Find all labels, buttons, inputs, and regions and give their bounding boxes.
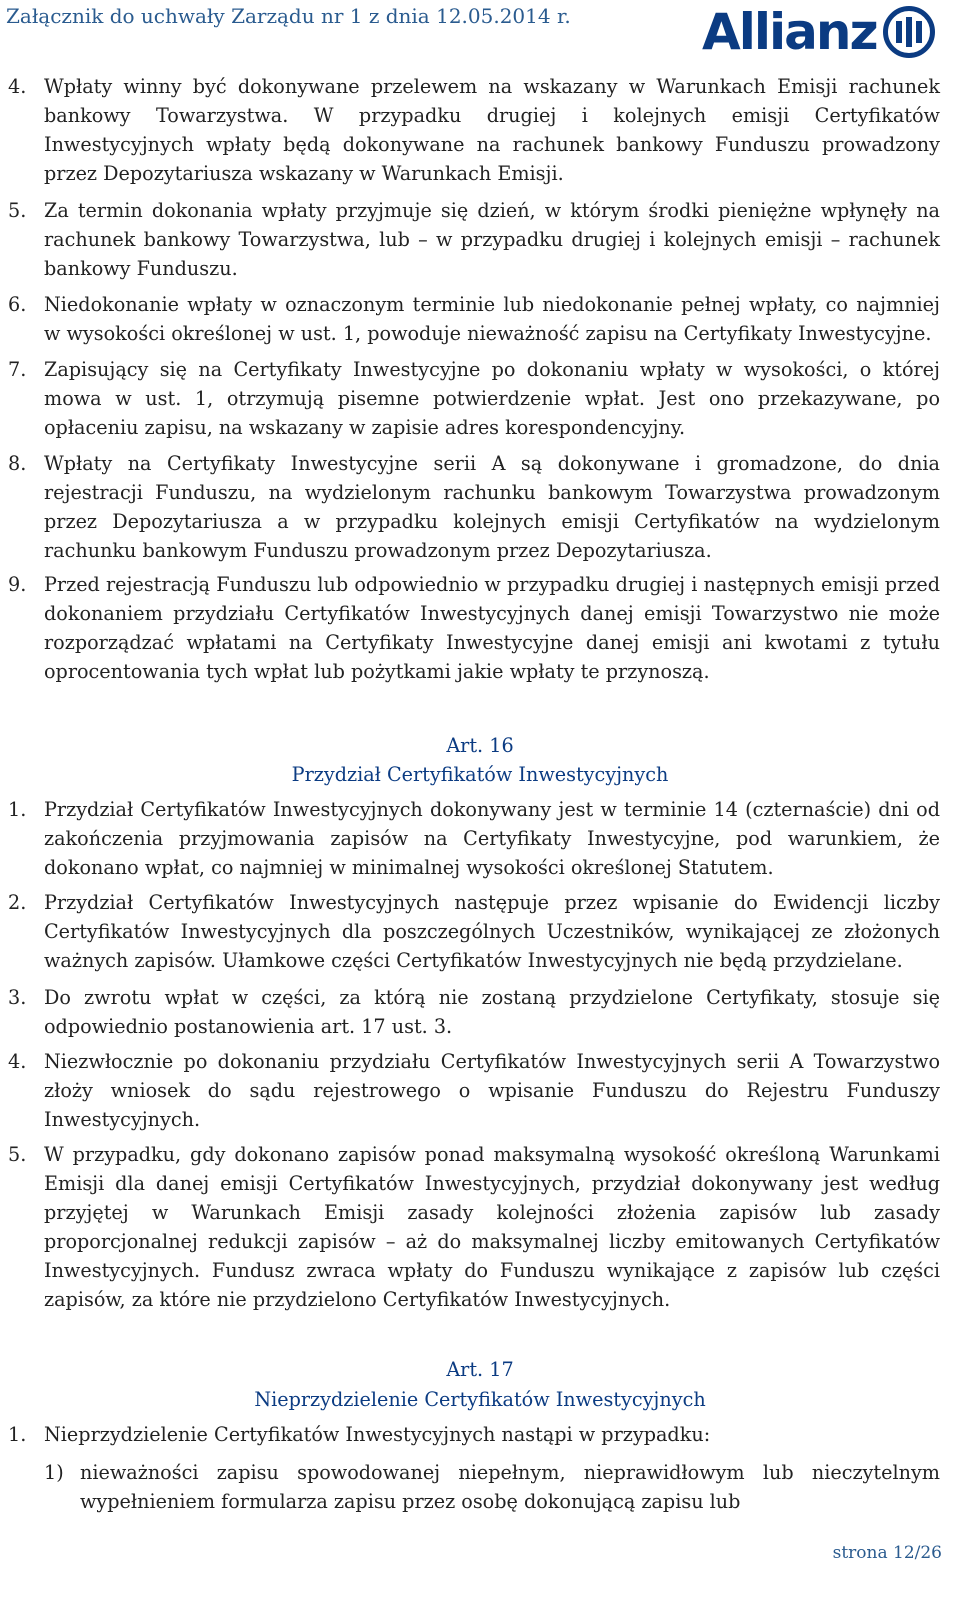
logo-text: Allianz [702,3,877,61]
paragraph-text: Zapisujący się na Certyfikaty Inwestycyjne po dokonaniu wpłaty w wysokości, o której mowa w ust. 1, otrzymują pisemne potwierdzenie wpłat. Jest ono przekazywane, po opłaceniu zapisu, na wskazany w zapisie adres korespondencyjny. [44,358,940,439]
attachment-title: Załącznik do uchwały Zarządu nr 1 z dnia 12.05.2014 r. [6,4,571,28]
allianz-logo [702,2,935,62]
paragraph-number: 4. [8,75,27,98]
paragraph-number: 8. [8,452,27,475]
paragraph-number: 3. [8,986,27,1009]
allianz-eagle-icon [883,6,935,58]
subpoint-number: 1) [44,1461,64,1484]
paragraph-number: 4. [8,1050,27,1073]
paragraph-number: 6. [8,293,27,316]
paragraph-number: 2. [8,891,27,914]
article-title: Nieprzydzielenie Certyfikatów Inwestycyjnych [254,1388,706,1411]
paragraph-text: W przypadku, gdy dokonano zapisów ponad maksymalną wysokość określoną Warunkami Emisji dla danej emisji Certyfikatów Inwestycyjnych, przydział dokonywany jest według przyjętej w Warunkach Emisji zasady kolejności złożenia zapisów lub zasady proporcjonalnej redukcji zapisów – aż do maksymalnej liczby emitowanych Certyfikatów Inwestycyjnych. Fundusz zwraca wpłaty do Funduszu wynikające z zapisów lub części zapisów, za które nie przydzielono Certyfikatów Inwestycyjnych. [44,1143,940,1311]
page-number: strona 12/26 [832,1543,942,1563]
article-title: Przydział Certyfikatów Inwestycyjnych [291,763,669,786]
subpoint-text: nieważności zapisu spowodowanej niepełnym, nieprawidłowym lub nieczytelnym wypełnieniem formularza zapisu przez osobę dokonującą zapisu lub [80,1461,940,1513]
paragraph-text: Przed rejestracją Funduszu lub odpowiednio w przypadku drugiej i następnych emisji przed dokonaniem przydziału Certyfikatów Inwestycyjnych danej emisji Towarzystwo nie może rozporządzać wpłatami na Certyfikaty Inwestycyjne danej emisji ani kwotami z tytułu oprocentowania tych wpłat lub pożytkami jakie wpłaty te przynoszą. [44,573,940,683]
paragraph-number: 5. [8,1143,27,1166]
paragraph-number: 1. [8,1423,27,1446]
paragraph-number: 7. [8,358,27,381]
paragraph-text: Za termin dokonania wpłaty przyjmuje się dzień, w którym środki pieniężne wpłynęły na rachunek bankowy Towarzystwa, lub – w przypadku drugiej i kolejnych emisji – rachunek bankowy Funduszu. [44,199,940,280]
paragraph-text: Przydział Certyfikatów Inwestycyjnych dokonywany jest w terminie 14 (czternaście) dni od zakończenia przyjmowania zapisów na Certyfikaty Inwestycyjne, pod warunkiem, że dokonano wpłat, co najmniej w minimalnej wysokości określonej Statutem. [44,798,940,879]
paragraph-text: Nieprzydzielenie Certyfikatów Inwestycyjnych nastąpi w przypadku: [44,1423,711,1446]
paragraph-number: 5. [8,199,27,222]
article-label: Art. 17 [446,1358,514,1381]
article-label: Art. 16 [446,734,514,757]
paragraph-text: Wpłaty na Certyfikaty Inwestycyjne serii A są dokonywane i gromadzone, do dnia rejestracji Funduszu, na wydzielonym rachunku bankowym Towarzystwa prowadzonym przez Depozytariusza a w przypadku kolejnych emisji Certyfikatów na wydzielonym rachunku bankowym Funduszu prowadzonym przez Depozytariusza. [44,452,940,562]
paragraph-number: 1. [8,798,27,821]
paragraph-text: Niedokonanie wpłaty w oznaczonym terminie lub niedokonanie pełnej wpłaty, co najmniej w wysokości określonej w ust. 1, powoduje nieważność zapisu na Certyfikaty Inwestycyjne. [44,293,940,345]
paragraph-text: Do zwrotu wpłat w części, za którą nie zostaną przydzielone Certyfikaty, stosuje się odpowiednio postanowienia art. 17 ust. 3. [44,986,940,1038]
paragraph-text: Przydział Certyfikatów Inwestycyjnych następuje przez wpisanie do Ewidencji liczby Certyfikatów Inwestycyjnych dla poszczególnych Uczestników, wynikającej ze złożonych ważnych zapisów. Ułamkowe części Certyfikatów Inwestycyjnych nie będą przydzielane. [44,891,940,972]
paragraph-number: 9. [8,573,27,596]
paragraph-text: Wpłaty winny być dokonywane przelewem na wskazany w Warunkach Emisji rachunek bankowy Towarzystwa. W przypadku drugiej i kolejnych emisji Certyfikatów Inwestycyjnych wpłaty będą dokonywane na rachunek bankowy Funduszu prowadzony przez Depozytariusza wskazany w Warunkach Emisji. [44,75,940,185]
paragraph-text: Niezwłocznie po dokonaniu przydziału Certyfikatów Inwestycyjnych serii A Towarzystwo złoży wniosek do sądu rejestrowego o wpisanie Funduszu do Rejestru Funduszy Inwestycyjnych. [44,1050,940,1131]
